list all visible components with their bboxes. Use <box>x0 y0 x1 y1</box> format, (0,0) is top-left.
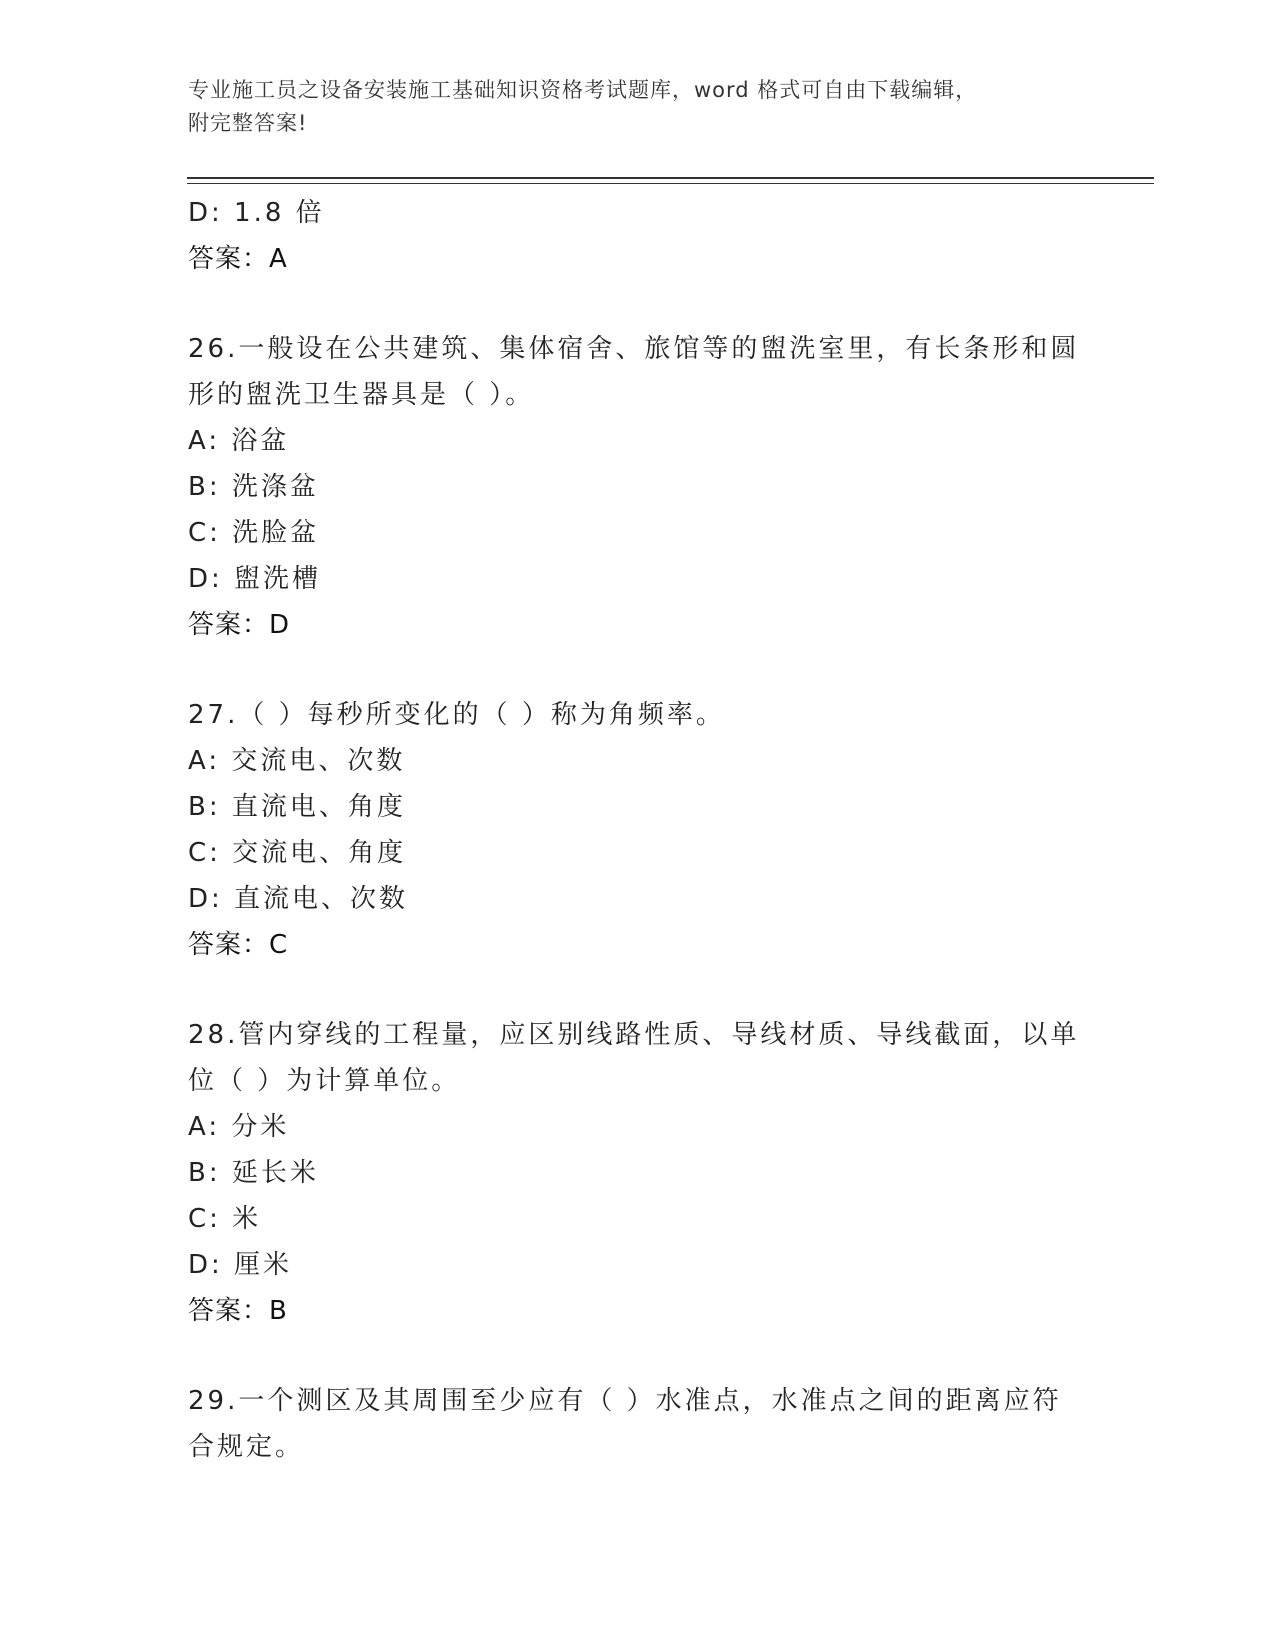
question-item <box>188 692 1088 968</box>
option-d: D: 盥洗槽 <box>188 564 322 594</box>
question-stem-continued: 形的盥洗卫生器具是（ ）。 <box>188 380 535 410</box>
option-c: C: 交流电、角度 <box>188 838 407 868</box>
option-a: A: 分米 <box>188 1112 290 1142</box>
question-item <box>188 1378 1088 1470</box>
header-line-1: 专业施工员之设备安装施工基础知识资格考试题库，word 格式可自由下载编辑， <box>188 78 978 102</box>
question-stem-continued: 位（ ）为计算单位。 <box>188 1066 461 1096</box>
option-d: D: 直流电、次数 <box>188 884 409 914</box>
header-divider-thick <box>187 177 1154 179</box>
question-stem: 28.管内穿线的工程量，应区别线路性质、导线材质、导线截面，以单 <box>188 1020 1080 1050</box>
page-header <box>188 74 1068 140</box>
question-stem: 27.（ ）每秒所变化的（ ）称为角频率。 <box>188 700 725 730</box>
answer-line: 答案：D <box>188 610 291 640</box>
option-a: A: 交流电、次数 <box>188 746 406 776</box>
question-stem: 26.一般设在公共建筑、集体宿舍、旅馆等的盥洗室里，有长条形和圆 <box>188 334 1080 364</box>
header-divider-thin <box>187 183 1154 184</box>
question-list <box>188 190 1088 1470</box>
header-line-2: 附完整答案! <box>188 111 308 135</box>
option-d: D: 1.8 倍 <box>188 198 325 228</box>
option-c: C: 洗脸盆 <box>188 518 320 548</box>
answer-line: 答案：A <box>188 244 288 274</box>
question-item <box>188 326 1088 648</box>
option-a: A: 浴盆 <box>188 426 290 456</box>
option-d: D: 厘米 <box>188 1250 293 1280</box>
question-stem-continued: 合规定。 <box>188 1432 305 1462</box>
option-b: B: 延长米 <box>188 1158 319 1188</box>
question-item <box>188 1012 1088 1334</box>
answer-line: 答案：C <box>188 930 289 960</box>
option-b: B: 洗涤盆 <box>188 472 319 502</box>
answer-line: 答案：B <box>188 1296 288 1326</box>
question-stem: 29.一个测区及其周围至少应有（ ）水准点，水准点之间的距离应符 <box>188 1386 1062 1416</box>
option-b: B: 直流电、角度 <box>188 792 406 822</box>
option-c: C: 米 <box>188 1204 262 1234</box>
